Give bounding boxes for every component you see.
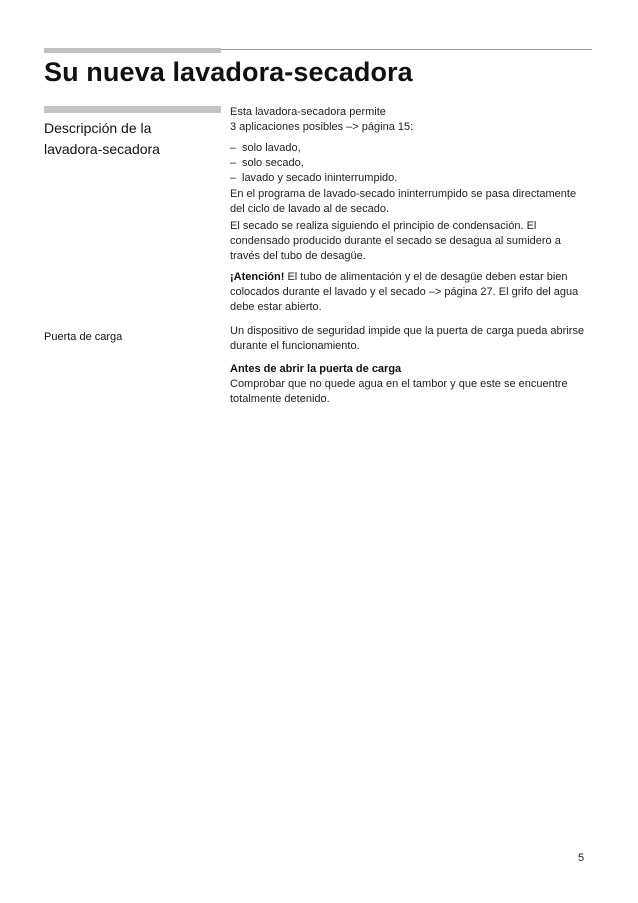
dash-bullet: – — [230, 172, 237, 184]
text-line: Un dispositivo de seguridad impide que la puerta de carga pueda abrirse — [230, 325, 585, 337]
text-line: totalmente detenido. — [230, 393, 330, 405]
text-line: Comprobar que no quede agua en el tambor y que este se encuentre — [230, 378, 568, 390]
section-heading-descripcion — [44, 118, 160, 160]
list-item — [230, 141, 397, 156]
text-line: través del tubo de desagüe. — [230, 250, 366, 262]
intro-paragraph — [230, 105, 413, 135]
attention-text: El tubo de alimentación y el de desagüe deben estar bien — [284, 271, 568, 283]
section-heading-line: Descripción de la — [44, 120, 152, 136]
list-item — [230, 156, 397, 171]
header-rule — [221, 49, 592, 50]
program-paragraph — [230, 187, 576, 217]
dash-bullet: – — [230, 142, 237, 154]
list-item — [230, 171, 397, 186]
text-line: En el programa de lavado-secado ininterrumpido se pasa directamente — [230, 188, 577, 200]
text-line — [230, 270, 578, 285]
door-open-paragraph — [230, 362, 568, 407]
list-item-text: solo lavado, — [242, 142, 301, 154]
header-accent-bar — [44, 48, 221, 53]
list-item-text: solo secado, — [242, 157, 304, 169]
attention-label: ¡Atención! — [230, 271, 285, 283]
attention-paragraph — [230, 270, 578, 315]
text-line: Esta lavadora-secadora permite — [230, 106, 386, 118]
page-title: Su nueva lavadora-secadora — [44, 57, 413, 87]
subheading — [230, 362, 568, 377]
applications-list — [230, 141, 397, 186]
safety-paragraph — [230, 324, 584, 354]
drying-paragraph — [230, 219, 561, 264]
subheading-text: Antes de abrir la puerta de carga — [230, 363, 402, 375]
section-accent-bar — [44, 106, 221, 113]
text-line: durante el funcionamiento. — [230, 340, 360, 352]
list-item-text: lavado y secado ininterrumpido. — [242, 172, 398, 184]
text-line: condensado producido durante el secado se desagua al sumidero a — [230, 235, 561, 247]
text-line: colocados durante el lavado y el secado –> página 27. El grifo del agua — [230, 286, 579, 298]
text-line: del ciclo de lavado al de secado. — [230, 203, 389, 215]
page-number: 5 — [578, 852, 585, 864]
dash-bullet: – — [230, 157, 237, 169]
text-line: 3 aplicaciones posibles –> página 15: — [230, 121, 414, 133]
section-label-puerta: Puerta de carga — [44, 331, 123, 343]
section-heading-line: lavadora-secadora — [44, 141, 160, 157]
text-line: debe estar abierto. — [230, 301, 322, 313]
text-line: El secado se realiza siguiendo el principio de condensación. El — [230, 220, 537, 232]
